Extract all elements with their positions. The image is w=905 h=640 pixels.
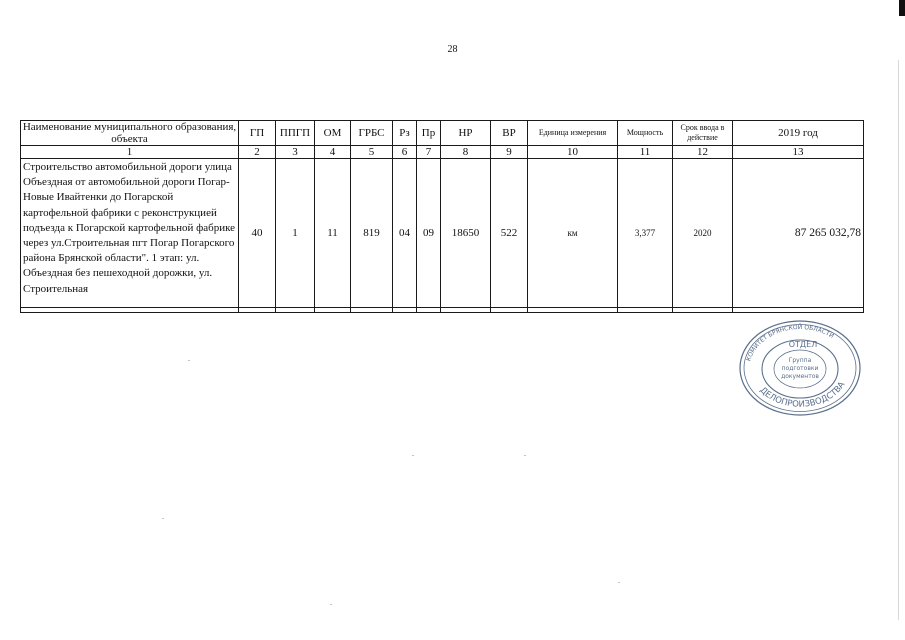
column-number: 4: [315, 146, 351, 159]
amount-2019-cell: 87 265 032,78: [733, 159, 864, 308]
header-vr: ВР: [491, 121, 528, 146]
capacity-cell: 3,377: [618, 159, 673, 308]
column-number: 5: [351, 146, 393, 159]
object-name-cell: Строительство автомобильной дороги улица Объездная от автомобильной дороги Погар-Новые Ивайтенки до Погарской картофельной фабрики с реконструкцией подъезда к Погарской картофельной фабрике через ул.Строительная пгт Погар Погарского района Брянской области". 1 этап: ул. Объездная без пешеходной дорожки, ул. Строительная: [21, 159, 239, 308]
header-gp: ГП: [239, 121, 276, 146]
ppgp-cell: 1: [276, 159, 315, 308]
scan-speck: [618, 582, 620, 583]
header-capacity: Мощность: [618, 121, 673, 146]
column-number: 7: [417, 146, 441, 159]
unit-cell: км: [528, 159, 618, 308]
header-name: Наименование муниципального образования, объекта: [21, 121, 239, 146]
stamp-inner-line: подготовки: [781, 365, 819, 372]
grbs-cell: 819: [351, 159, 393, 308]
table-row: [21, 159, 864, 308]
column-number: 11: [618, 146, 673, 159]
header-pr: Пр: [417, 121, 441, 146]
rz-cell: 04: [393, 159, 417, 308]
column-number: 12: [673, 146, 733, 159]
column-number: 6: [393, 146, 417, 159]
stamp-title: ОТДЕЛ: [788, 340, 818, 349]
stamp-bottom-text: ДЕЛОПРОИЗВОДСТВА: [757, 380, 848, 410]
gp-cell: 40: [239, 159, 276, 308]
scan-speck: [412, 455, 414, 456]
stamp-top-text: КОМИТЕТ БРЯНСКОЙ ОБЛАСТИ: [745, 323, 835, 363]
column-number-row: [21, 146, 864, 159]
stamp-seal-icon: [737, 318, 863, 418]
header-rz: Рз: [393, 121, 417, 146]
scan-speck: [330, 604, 332, 605]
stamp-inner-line: документов: [781, 373, 819, 380]
scan-edge-mark: [899, 0, 905, 16]
column-number: 10: [528, 146, 618, 159]
page-number: 28: [447, 44, 458, 55]
header-year-2019: 2019 год: [733, 121, 864, 146]
column-number: 13: [733, 146, 864, 159]
scan-speck: [524, 455, 526, 456]
column-number: 3: [276, 146, 315, 159]
header-commissioning: Срок ввода в действие: [673, 121, 733, 146]
header-grbs: ГРБС: [351, 121, 393, 146]
header-ppgp: ППГП: [276, 121, 315, 146]
column-number: 2: [239, 146, 276, 159]
column-number: 1: [21, 146, 239, 159]
header-unit: Единица измерения: [528, 121, 618, 146]
commissioning-cell: 2020: [673, 159, 733, 308]
scan-speck: [162, 518, 164, 519]
column-number: 9: [491, 146, 528, 159]
vr-cell: 522: [491, 159, 528, 308]
table-bottom-gap: [21, 308, 864, 313]
nr-cell: 18650: [441, 159, 491, 308]
scan-edge-line: [898, 60, 899, 620]
header-om: ОМ: [315, 121, 351, 146]
header-row: [21, 121, 864, 146]
column-number: 8: [441, 146, 491, 159]
scan-speck: [188, 360, 190, 361]
budget-table: [20, 120, 864, 313]
stamp-inner-line: Группа: [788, 357, 812, 364]
department-stamp: [737, 318, 863, 418]
header-nr: НР: [441, 121, 491, 146]
pr-cell: 09: [417, 159, 441, 308]
om-cell: 11: [315, 159, 351, 308]
